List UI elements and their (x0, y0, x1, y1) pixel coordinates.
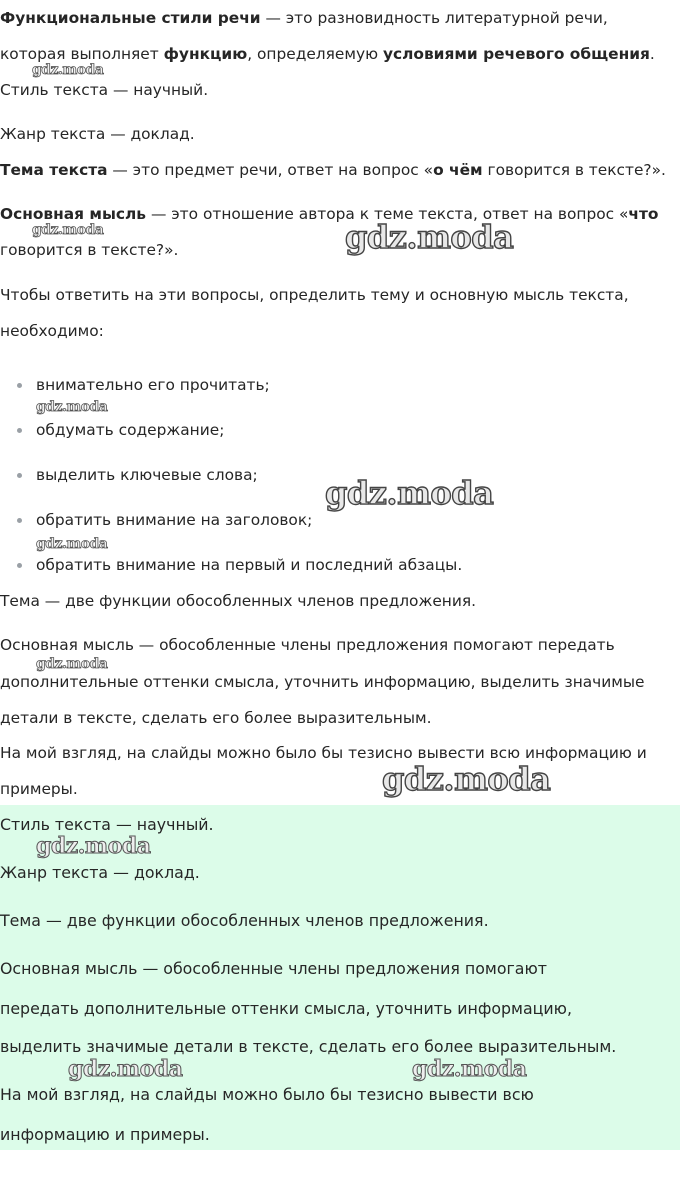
bullet-icon (17, 428, 22, 433)
watermark-logo: gdz.moda (68, 1056, 183, 1082)
watermark-logo: gdz.moda (36, 833, 151, 859)
term-what: что (628, 205, 659, 223)
answer-style-line: Стиль текста — научный. (0, 815, 214, 834)
watermark-logo: gdz.moda (412, 1056, 527, 1082)
answer-main-idea-line-2: передать дополнительные оттенки смысла, уточнить информацию, (0, 999, 572, 1018)
main-idea-line-1: Основная мысль — обособленные члены предложения помогают передать (0, 636, 615, 654)
theme-text: говорится в тексте?». (482, 161, 666, 179)
idea-text: — это отношение автора к теме текста, ответ на вопрос « (146, 205, 629, 223)
bullet-icon (17, 563, 22, 568)
howto-line-2: необходимо: (0, 322, 104, 340)
answer-main-idea-line-3: выделить значимые детали в тексте, сделать его более выразительным. (0, 1037, 617, 1056)
main-idea-line-2: дополнительные оттенки смысла, уточнить информацию, выделить значимые (0, 673, 645, 691)
theme-text: — это предмет речи, ответ на вопрос « (107, 161, 434, 179)
bullet-icon (17, 383, 22, 388)
definition-text: , определяемую (247, 45, 383, 63)
opinion-line-1: На мой взгляд, на слайды можно было бы тезисно вывести всю информацию и (0, 744, 647, 762)
watermark-logo: gdz.moda (32, 222, 104, 238)
list-item-text: обратить внимание на первый и последний абзацы. (36, 556, 463, 574)
term-theme: Тема текста (0, 161, 108, 179)
list-item (0, 412, 224, 448)
watermark-logo: gdz.moda (345, 218, 514, 256)
list-item-text: выделить ключевые слова; (36, 466, 258, 484)
list-item-text: обдумать содержание; (36, 421, 225, 439)
genre-line: Жанр текста — доклад. (0, 125, 195, 143)
style-line: Стиль текста — научный. (0, 81, 209, 99)
definition-text: которая выполняет (0, 45, 164, 63)
topic-line: Тема — две функции обособленных членов предложения. (0, 592, 477, 610)
opinion-line-2: примеры. (0, 780, 78, 798)
watermark-logo: gdz.moda (36, 536, 108, 552)
answer-opinion-line-1: На мой взгляд, на слайды можно было бы тезисно вывести всю (0, 1085, 534, 1104)
answer-topic-line: Тема — две функции обособленных членов предложения. (0, 911, 489, 930)
list-item (0, 367, 270, 403)
list-item (0, 502, 312, 538)
answer-main-idea-line-1: Основная мысль — обособленные члены предложения помогают (0, 959, 547, 978)
definition-text: . (649, 45, 655, 63)
list-item (0, 457, 258, 493)
definition-text: — это разновидность литературной речи, (260, 9, 608, 27)
answer-genre-line: Жанр текста — доклад. (0, 863, 200, 882)
main-idea-line-3: детали в тексте, сделать его более выразительным. (0, 709, 432, 727)
watermark-logo: gdz.moda (36, 656, 108, 672)
list-item (0, 547, 462, 583)
term-main-idea: Основная мысль (0, 205, 147, 223)
howto-line-1: Чтобы ответить на эти вопросы, определить тему и основную мысль текста, (0, 286, 629, 304)
idea-definition-line-2: говорится в тексте?». (0, 241, 179, 259)
watermark-logo: gdz.moda (32, 62, 104, 78)
bullet-icon (17, 473, 22, 478)
watermark-logo: gdz.moda (36, 399, 108, 415)
term-about-what: о чём (433, 161, 483, 179)
list-item-text: обратить внимание на заголовок; (36, 511, 313, 529)
term-conditions: условиями речевого общения (382, 45, 650, 63)
bullet-icon (17, 518, 22, 523)
watermark-logo: gdz.moda (325, 474, 494, 512)
term-functional-styles: Функциональные стили речи (0, 9, 261, 27)
term-function: функцию (163, 45, 248, 63)
theme-definition (0, 152, 680, 188)
list-item-text: внимательно его прочитать; (36, 376, 270, 394)
watermark-logo: gdz.moda (382, 760, 551, 798)
answer-opinion-line-2: информацию и примеры. (0, 1125, 210, 1144)
definition-paragraph-line-1 (0, 0, 680, 36)
